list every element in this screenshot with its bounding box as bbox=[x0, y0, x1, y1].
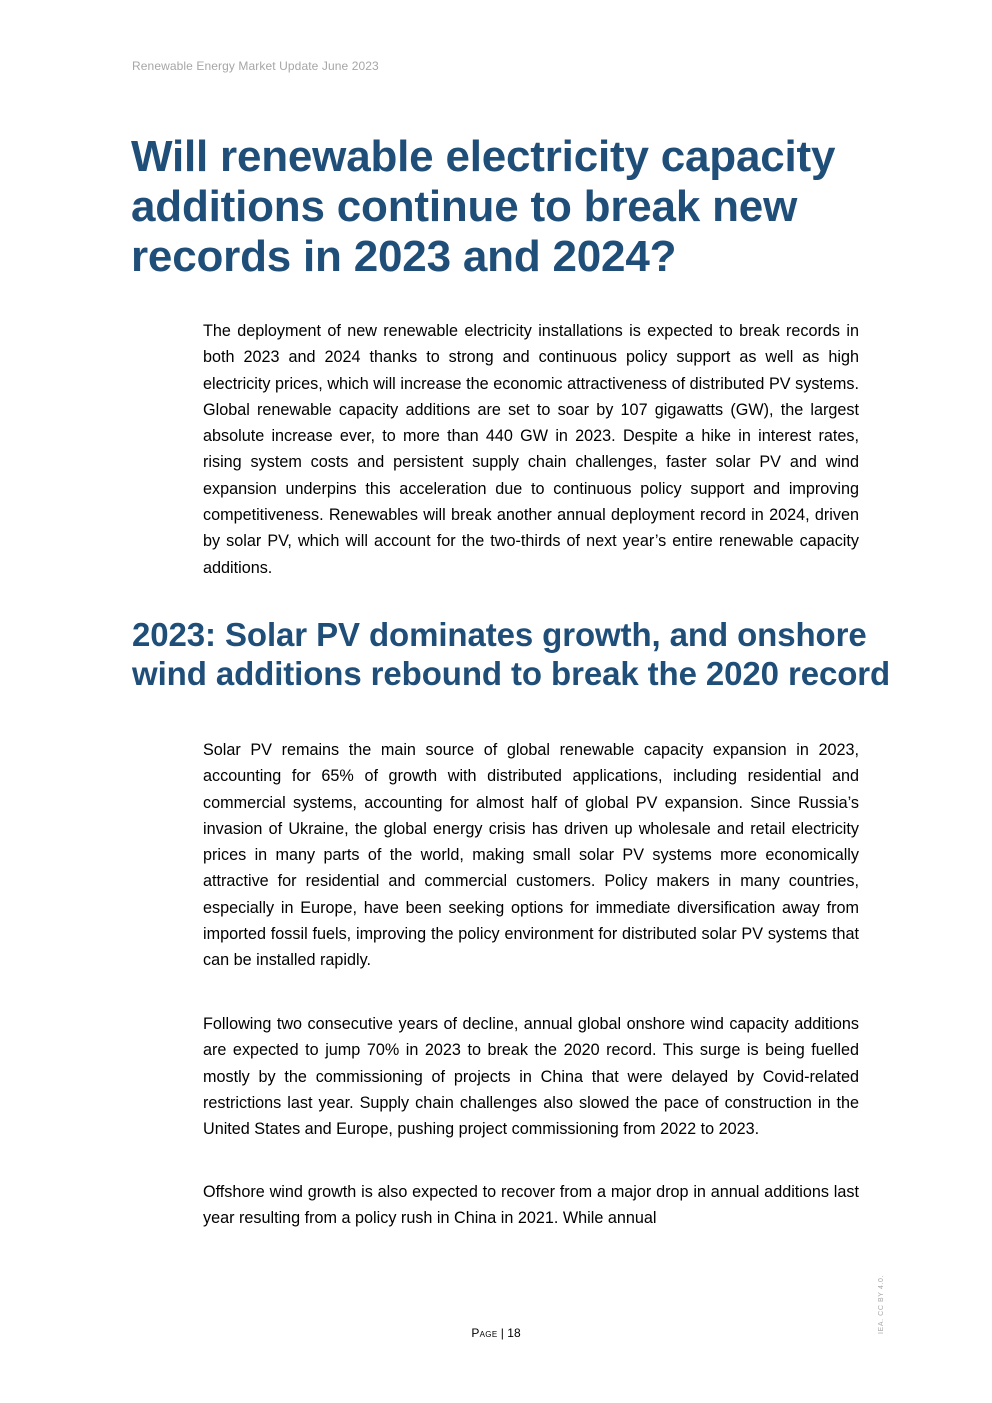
intro-paragraph: The deployment of new renewable electricity installations is expected to break records in both 2023 and 2024 thanks to strong and continuous policy support as well as high electricity prices, which will increase the economic attractiveness of distributed PV systems. Global renewable capacity additions are set to soar by 107 gigawatts (GW), the largest absolute increase ever, to more than 440 GW in 2023. Despite a hike in interest rates, rising system costs and persistent supply chain challenges, faster solar PV and wind expansion underpins this acceleration due to continuous policy support and improving competitiveness. Renewables will break another annual deployment record in 2024, driven by solar PV, which will account for the two-thirds of next year’s entire renewable capacity additions. bbox=[203, 322, 859, 577]
page-label: Page bbox=[471, 1326, 498, 1340]
page-separator: | bbox=[497, 1326, 508, 1340]
paragraph-solar-pv: Solar PV remains the main source of global renewable capacity expansion in 2023, accounting for 65% of growth with distributed applications, including residential and commercial systems, accounting for almost half of global PV expansion. Since Russia’s invasion of Ukraine, the global energy crisis has driven up wholesale and retail electricity prices in many parts of the world, making small solar PV systems more economically attractive for residential and commercial customers. Policy makers in many countries, especially in Europe, have been seeking options for immediate diversification away from imported fossil fuels, improving the policy environment for distributed solar PV systems that can be installed rapidly. bbox=[203, 741, 859, 970]
paragraph-offshore-wind: Offshore wind growth is also expected to recover from a major drop in annual additions last year resulting from a policy rush in China in 2021. While annual bbox=[203, 1183, 859, 1228]
section-heading: 2023: Solar PV dominates growth, and onshore wind additions rebound to break the 2020 record bbox=[132, 616, 891, 692]
paragraph-onshore-wind: Following two consecutive years of decline, annual global onshore wind capacity additions are expected to jump 70% in 2023 to break the 2020 record. This surge is being fuelled mostly by the commissioning of projects in China that were delayed by Covid-related restrictions last year. Supply chain challenges also slowed the pace of construction in the United States and Europe, pushing project commissioning from 2022 to 2023. bbox=[203, 1015, 859, 1139]
page-footer bbox=[0, 1326, 992, 1340]
page-title: Will renewable electricity capacity additions continue to break new records in 2023 and 2024? bbox=[131, 132, 836, 281]
page-number: 18 bbox=[507, 1326, 521, 1340]
license-notice: IEA. CC BY 4.0. bbox=[878, 1274, 885, 1334]
running-header: Renewable Energy Market Update June 2023 bbox=[132, 59, 379, 73]
